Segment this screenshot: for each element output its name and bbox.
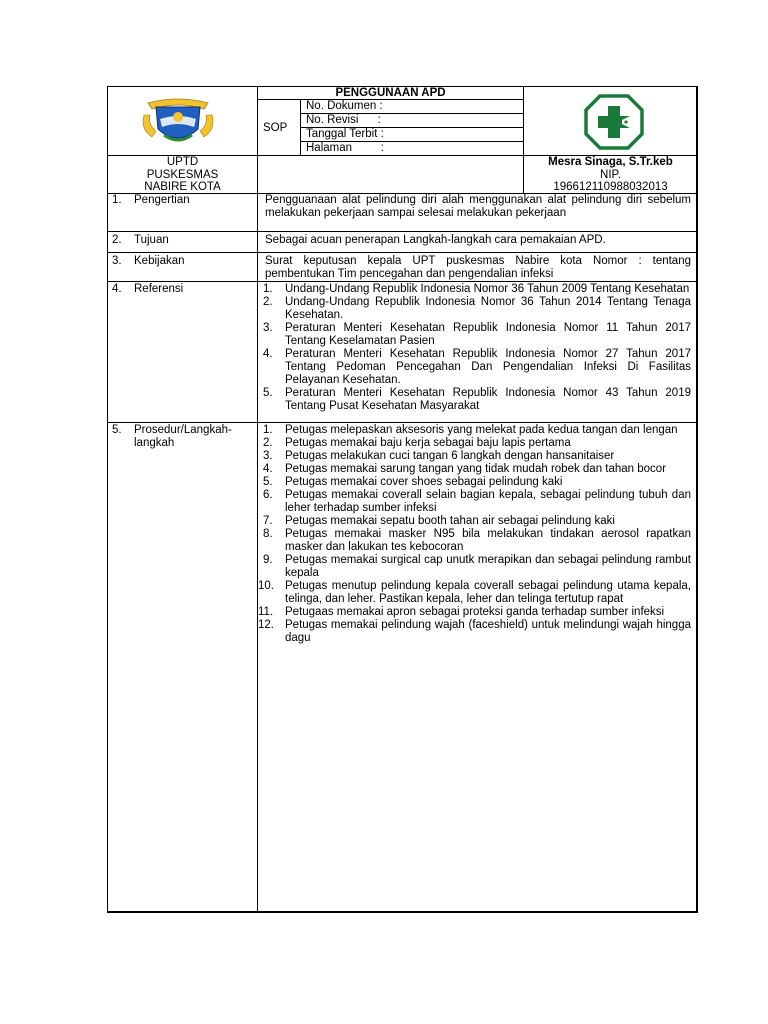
- prosedur-item: 1. Petugas melepaskan aksesoris yang melekat pada kedua tangan dan lengan: [263, 424, 678, 436]
- section-label: Referensi: [134, 283, 184, 295]
- org-line-puskesmas: PUSKESMAS: [146, 168, 219, 181]
- section-label: Tujuan: [134, 234, 169, 246]
- referensi-item: 5. Peraturan Menteri Kesehatan Republik Indonesia Nomor 43 Tahun 2019 Tentang Pusat Kesehatan Masyarakat: [263, 387, 691, 412]
- section-text-kebijakan: Surat keputusan kepala UPT puskesmas Nabire kota Nomor : tentang pembentukan Tim pencegahan dan pengendalian infeksi: [257, 252, 698, 282]
- field-tanggal-terbit: Tanggal Terbit :: [300, 127, 524, 142]
- referensi-item: 3. Peraturan Menteri Kesehatan Republik Indonesia Nomor 11 Tahun 2017 Tentang Keselamatan Pasien: [263, 322, 691, 347]
- prosedur-item: 5. Petugas memakai cover shoes sebagai pelindung kaki: [263, 476, 563, 488]
- field-no-revisi: No. Revisi :: [300, 113, 524, 128]
- section-text-pengertian: Pengguanaan alat pelindung diri alah menggunakan alat pelindung diri sebelum melakukan pekerjaan sampai selesai melakukan pekerjaan: [257, 193, 698, 232]
- referensi-item: 2. Undang-Undang Republik Indonesia Nomor 36 Tahun 2014 Tentang Tenaga Kesehatan.: [263, 296, 691, 321]
- section-label-tujuan: [107, 231, 258, 253]
- logo-cell-left: [107, 86, 258, 156]
- org-line-uptd: UPTD: [166, 156, 199, 168]
- nip-number: 196612110988032013: [553, 181, 668, 193]
- org-line-nabire-kota: NABIRE KOTA: [144, 181, 221, 193]
- section-label: Prosedur/Langkah-langkah: [134, 424, 232, 449]
- section-label: Pengertian: [134, 194, 190, 206]
- prosedur-item: 9. Petugas memakai surgical cap unutk merapikan dan sebagai pelindung rambut kepala: [263, 554, 691, 579]
- section-label-referensi: [107, 281, 258, 423]
- section-number: 4.: [112, 283, 122, 295]
- nip-label: NIP.: [600, 168, 621, 181]
- section-list-prosedur: [257, 422, 698, 913]
- section-label-pengertian: [107, 193, 258, 232]
- section-number: 1.: [112, 194, 122, 206]
- section-list-referensi: [257, 281, 698, 423]
- organization-name: [107, 155, 258, 194]
- prosedur-item: 12. Petugas memakai pelindung wajah (faceshield) untuk melindungi wajah hingga dagu: [258, 619, 691, 644]
- section-number: 3.: [112, 255, 122, 267]
- prosedur-item: 3. Petugas melakukan cuci tangan 6 langkah dengan hansanitaiser: [263, 450, 615, 462]
- referensi-item: 1. Undang-Undang Republik Indonesia Nomor 36 Tahun 2009 Tentang Kesehatan: [263, 283, 690, 295]
- document-title: PENGGUNAAN APD: [257, 86, 524, 100]
- section-label-prosedur: [107, 422, 258, 913]
- sop-document: [107, 86, 697, 912]
- signature-cell: [523, 155, 698, 194]
- signer-name: Mesra Sinaga, S.Tr.keb: [548, 156, 673, 168]
- prosedur-item: 8. Petugas memakai masker N95 bila melakukan tindakan aerosol rapatkan masker dan lakukan tes kebocoran: [263, 528, 691, 553]
- nabire-regency-emblem-icon: [138, 95, 218, 149]
- prosedur-item: 11. Petugaas memakai apron sebagai proteksi ganda terhadap sumber infeksi: [258, 606, 665, 618]
- section-label: Kebijakan: [134, 255, 185, 267]
- logo-cell-right: [523, 86, 698, 156]
- prosedur-item: 6. Petugas memakai coverall selain bagian kepala, sebagai pelindung tubuh dan leher terhadap sumber infeksi: [263, 489, 691, 514]
- section-number: 2.: [112, 234, 122, 246]
- section-text-tujuan: Sebagai acuan penerapan Langkah-langkah cara pemakaian APD.: [257, 231, 698, 253]
- prosedur-item: 10. Petugas menutup pelindung kepala coverall sebagai pelindung utama kepala, telinga, dan leher. Pastikan kepala, leher dan telinga tertutup rapat: [258, 580, 691, 605]
- section-label-kebijakan: [107, 252, 258, 282]
- prosedur-item: 2. Petugas memakai baju kerja sebagai baju lapis pertama: [263, 437, 571, 449]
- referensi-item: 4. Peraturan Menteri Kesehatan Republik Indonesia Nomor 27 Tahun 2017 Tentang Pedoman Pencegahan Dan Pengendalian Infeksi Di Fasilitas Pelayanan Kesehatan.: [263, 348, 691, 386]
- field-halaman: Halaman :: [300, 141, 524, 156]
- puskesmas-cross-logo-icon: [584, 94, 644, 150]
- prosedur-item: 7. Petugas memakai sepatu booth tahan air sebagai pelindung kaki: [263, 515, 615, 527]
- section-number: 5.: [112, 424, 122, 436]
- sop-label: SOP: [257, 99, 301, 156]
- blank-cell: [257, 155, 524, 194]
- field-no-dokumen: No. Dokumen :: [300, 99, 524, 114]
- prosedur-item: 4. Petugas memakai sarung tangan yang tidak mudah robek dan tahan bocor: [263, 463, 667, 475]
